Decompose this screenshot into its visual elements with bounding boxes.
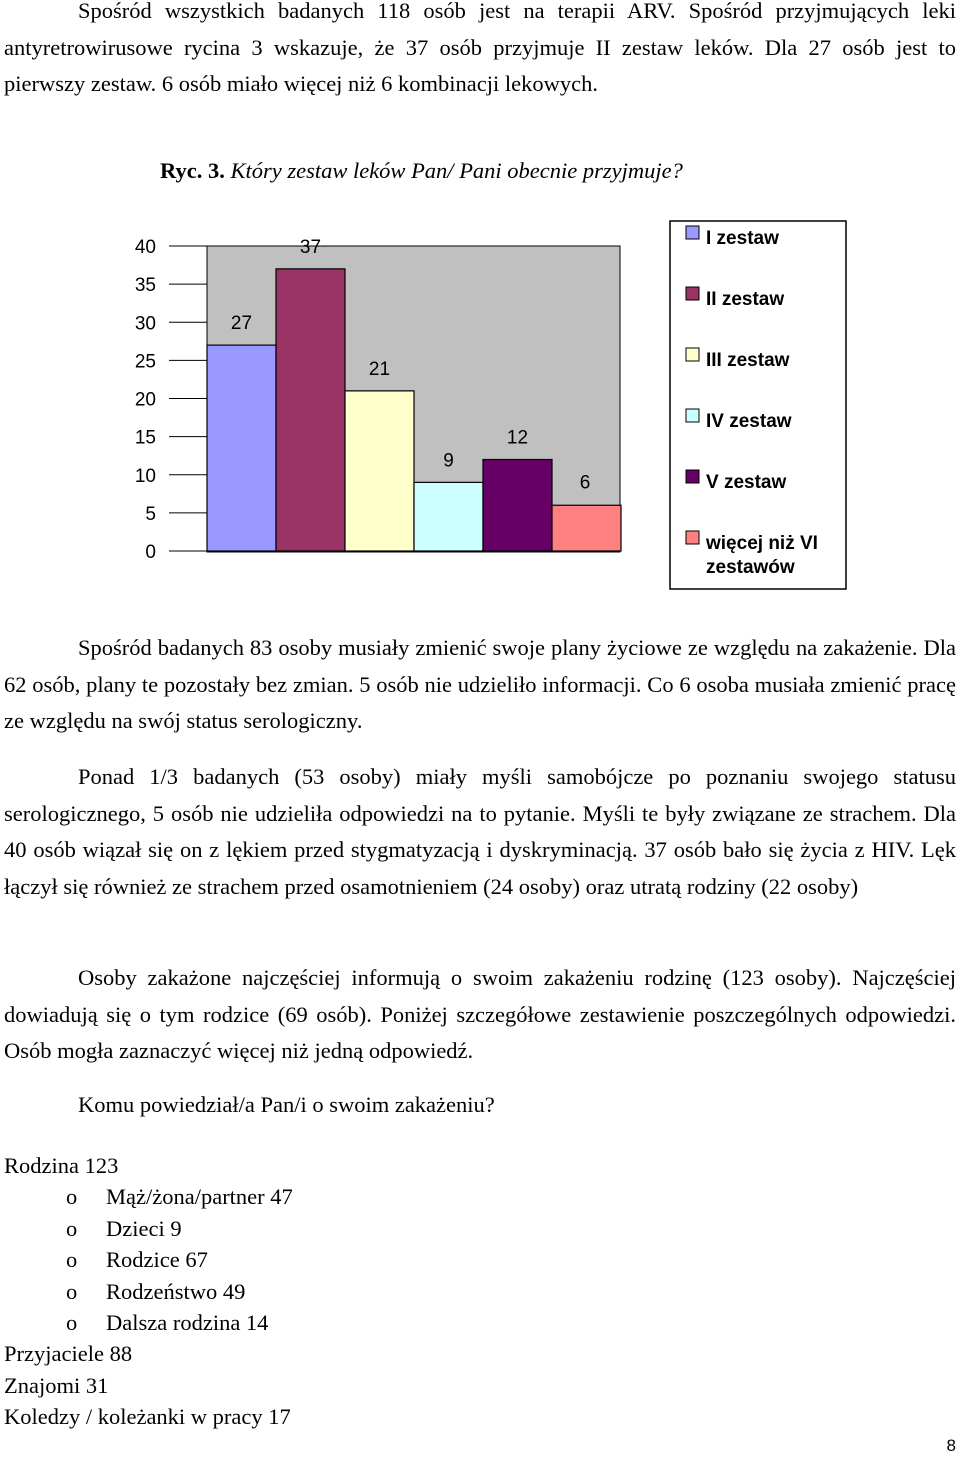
y-tick-label: 20 <box>134 389 156 411</box>
answer-text: Rodzina 123 <box>4 1153 119 1178</box>
intro-paragraph-text: Spośród wszystkich badanych 118 osób jest na terapii ARV. Spośród przyjmujących leki antyretrowirusowe rycina 3 wskazuje, że 37 osób przyjmuje II zestaw leków. Dla 27 osób jest to pierwszy zestaw. 6 osób miało więcej niż 6 kombinacji lekowych. <box>4 0 956 96</box>
bar <box>207 345 276 551</box>
legend-label: V zestaw <box>706 472 787 493</box>
plans-paragraph <box>4 630 956 740</box>
legend-swatch <box>686 226 699 239</box>
bullet-icon: o <box>66 1310 78 1336</box>
legend-swatch <box>686 348 699 361</box>
answer-subitem <box>4 1213 293 1244</box>
answer-item <box>4 1401 293 1432</box>
bar-chart <box>0 200 960 610</box>
answer-text: Koledzy / koleżanki w pracy 17 <box>4 1404 291 1430</box>
y-tick-label: 10 <box>134 465 156 487</box>
bar-value-label: 9 <box>443 450 454 472</box>
legend-label: III zestaw <box>706 350 790 371</box>
answer-text: Rodzice 67 <box>106 1247 208 1273</box>
bullet-icon: o <box>66 1184 78 1210</box>
legend-swatch <box>686 287 699 300</box>
bar-value-label: 21 <box>368 358 391 380</box>
legend-swatch <box>686 470 699 483</box>
y-tick-label: 5 <box>145 503 156 525</box>
disclosure-paragraph <box>4 960 956 1070</box>
answer-item <box>4 1370 293 1401</box>
answer-item <box>4 1150 293 1181</box>
answer-subitem <box>4 1181 293 1212</box>
legend-label: więcej niż VI zestawów <box>706 533 818 578</box>
bar <box>414 482 483 551</box>
figure-caption <box>160 158 683 184</box>
answer-text: Mąż/żona/partner 47 <box>106 1184 293 1210</box>
y-tick-label: 30 <box>134 313 156 335</box>
bar-value-label: 6 <box>579 472 591 494</box>
answer-subitem <box>4 1244 293 1275</box>
legend-swatch <box>686 531 699 544</box>
suicide-paragraph <box>4 759 956 905</box>
answer-text: Znajomi 31 <box>4 1372 109 1398</box>
bullet-icon: o <box>66 1278 78 1304</box>
y-tick-label: 35 <box>134 275 156 297</box>
bar-value-label: 37 <box>299 236 322 258</box>
answer-subitem <box>4 1276 293 1307</box>
figure-title: Który zestaw leków Pan/ Pani obecnie przyjmuje? <box>230 158 683 183</box>
answer-subitem <box>4 1307 293 1338</box>
bar-value-label: 27 <box>230 313 253 335</box>
answer-text: Przyjaciele 88 <box>4 1341 133 1367</box>
intro-paragraph <box>4 0 956 103</box>
bar <box>345 391 414 551</box>
legend-label: I zestaw <box>706 228 779 249</box>
plans-paragraph-text: Spośród badanych 83 osoby musiały zmienić swoje plany życiowe ze względu na zakażenie. Dla 62 osób, plany te pozostały bez zmian. 5 osób nie udzieliło informacji. Co 6 osoba musiała zmienić pracę ze względu na swój status serologiczny. <box>4 635 956 733</box>
question: Komu powiedział/a Pan/i o swoim zakażeniu? <box>78 1092 495 1117</box>
bullet-icon: o <box>66 1215 78 1241</box>
answer-text: Dalsza rodzina 14 <box>106 1310 269 1336</box>
y-tick-label: 0 <box>145 542 156 563</box>
suicide-paragraph-text: Ponad 1/3 badanych (53 osoby) miały myśli samobójcze po poznaniu swojego statusu serologicznego, 5 osób nie udzieliła odpowiedzi na to pytanie. Myśli te były związane ze strachem. Dla 40 osób wiązał się on z lękiem przed stygmatyzacją i dyskryminacją. 37 osób bało się życia z HIV. Lęk łączył się również ze strachem przed osamotnieniem (24 osoby) oraz utratą rodziny (22 osoby) <box>4 764 956 899</box>
figure-label: Ryc. 3. <box>160 158 225 183</box>
bar <box>483 460 552 552</box>
answers-list <box>4 1150 293 1433</box>
answer-text: Rodzeństwo 49 <box>106 1278 246 1304</box>
bar <box>552 505 621 551</box>
y-tick-label: 25 <box>134 351 156 373</box>
legend-label: II zestaw <box>706 289 785 310</box>
y-tick-label: 15 <box>134 427 156 449</box>
disclosure-paragraph-text: Osoby zakażone najczęściej informują o swoim zakażeniu rodzinę (123 osoby). Najczęściej dowiadują się o tym rodzice (69 osób). Poniżej szczegółowe zestawienie poszczególnych odpowiedzi. Osób mogła zaznaczyć więcej niż jedną odpowiedź. <box>4 965 956 1063</box>
y-axis <box>135 237 207 563</box>
legend-swatch <box>686 409 699 422</box>
bullet-icon: o <box>66 1247 78 1273</box>
y-tick-label: 40 <box>134 237 156 258</box>
bar-value-label: 12 <box>506 427 529 449</box>
answer-item <box>4 1338 293 1369</box>
answer-text: Dzieci 9 <box>106 1215 182 1241</box>
page-number: 8 <box>946 1436 956 1455</box>
legend-label: IV zestaw <box>706 411 792 432</box>
bar <box>276 269 345 551</box>
